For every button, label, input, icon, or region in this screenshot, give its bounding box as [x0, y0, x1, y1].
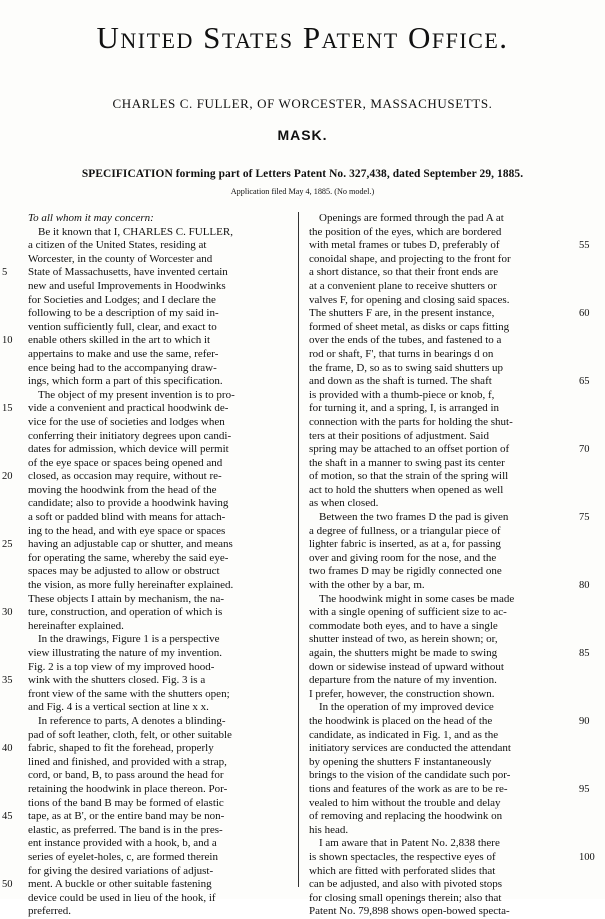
text-line: The shutters F are, in the present instance,	[309, 307, 495, 320]
text-line: hereinafter explained.	[28, 619, 124, 632]
text-line: Patent No. 79,898 shows open-bowed specta-	[309, 905, 510, 918]
text-line: initiatory services are conducted the attendant	[309, 742, 511, 755]
text-line: Be it known that I, CHARLES C. FULLER,	[38, 225, 233, 238]
text-line: of motion, so that the strain of the spring will	[309, 470, 509, 483]
text-line: ment. A buckle or other suitable fastening	[28, 878, 212, 891]
text-line: ent instance provided with a hook, b, and a	[28, 837, 217, 850]
text-line: Openings are formed through the pad A at	[319, 212, 504, 224]
text-line: cord, or band, B, to pass around the head for	[28, 769, 224, 782]
text-line: I am aware that in Patent No. 2,838 there	[319, 837, 500, 850]
text-line: connection with the parts for holding the shut-	[309, 415, 513, 428]
text-line: candidate, as indicated in Fig. 1, and as the	[309, 728, 499, 741]
text-line: of the eye space or spaces being opened and	[28, 456, 223, 469]
text-line: In the operation of my improved device	[319, 701, 494, 714]
line-number: 15	[2, 403, 13, 415]
text-line: with a single opening of sufficient size to ac-	[309, 606, 507, 619]
text-line: ence being had to the accompanying draw-	[28, 361, 217, 374]
text-line: The hoodwink might in some cases be made	[319, 592, 515, 605]
text-line: wink with the shutters closed. Fig. 3 is a	[28, 674, 206, 687]
text-line: fabric, shaped to fit the forehead, properly	[28, 742, 214, 755]
text-line: vealed to him without the trouble and delay	[309, 796, 501, 809]
line-number: 100	[579, 852, 595, 864]
text-line: for closing small openings therein; also that	[309, 891, 502, 904]
text-line: device could be used in lieu of the hook, if	[28, 891, 216, 904]
text-line: tions of the band B may be formed of elastic	[28, 796, 224, 809]
text-line: retaining the hoodwink in place thereon. Por-	[28, 782, 228, 795]
text-line: of removing and replacing the hoodwink on	[309, 810, 503, 823]
salutation: To all whom it may concern:	[28, 212, 154, 224]
text-line: with metal frames or tubes D, preferably of	[309, 239, 500, 252]
text-line: State of Massachusetts, have invented certain	[28, 266, 228, 279]
line-number: 85	[579, 648, 590, 660]
text-line: spaces may be adjusted to allow or obstruct	[28, 565, 220, 578]
text-line: vice for the use of societies and lodges when	[28, 415, 225, 428]
text-line: ters at their positions of adjustment. Said	[309, 429, 489, 442]
line-number: 5	[2, 267, 8, 279]
text-line: Worcester, in the county of Worcester and	[28, 252, 213, 265]
line-number: 80	[579, 580, 590, 592]
text-line: as when closed.	[309, 497, 379, 510]
text-line: a soft or padded blind with means for attach-	[28, 511, 226, 524]
line-number: 45	[2, 811, 13, 823]
line-number: 20	[2, 471, 13, 483]
text-line: In the drawings, Figure 1 is a perspective	[38, 633, 220, 646]
inventor-line: CHARLES C. FULLER, OF WORCESTER, MASSACHUSETTS.	[112, 96, 493, 111]
text-line: and Fig. 4 is a vertical section at line x x.	[28, 701, 209, 714]
text-line: and down as the shaft is turned. The shaft	[309, 375, 492, 388]
text-line: following to be a description of my said in-	[28, 307, 219, 320]
line-number: 40	[2, 743, 13, 755]
text-line: is shown spectacles, the respective eyes of	[309, 850, 496, 863]
text-line: with the other by a bar, m.	[309, 579, 425, 592]
text-line: spring may be attached to an offset portion of	[309, 443, 510, 456]
line-number: 50	[2, 879, 13, 891]
text-line: the frame, D, so as to swing said shutters up	[309, 361, 503, 374]
line-number: 75	[579, 512, 590, 524]
text-line: closed, as occasion may require, without re-	[28, 470, 222, 483]
text-line: the shaft in a manner to swing past its center	[309, 456, 505, 469]
text-line: a degree of fullness, or a triangular piece of	[309, 524, 501, 537]
specification-text: forming part of Letters Patent No. 327,438, dated September 29, 1885.	[172, 168, 524, 180]
text-line: Fig. 2 is a top view of my improved hood-	[28, 660, 215, 673]
text-line: Between the two frames D the pad is given	[319, 511, 509, 524]
text-line: vention sufficiently full, clear, and exact to	[28, 320, 217, 333]
specification-label: SPECIFICATION	[81, 168, 173, 180]
line-number: 90	[579, 716, 590, 728]
text-line: ture, construction, and operation of which is	[28, 606, 223, 619]
text-line: down or sidewise instead of upward without	[309, 660, 504, 673]
text-line: departure from the nature of my invention.	[309, 674, 497, 687]
text-line: elastic, as preferred. The band is in the pres-	[28, 823, 223, 836]
right-text-column	[309, 212, 574, 919]
text-line: for giving the desired variations of adjust-	[28, 864, 214, 877]
text-line: at a convenient plane to receive shutters or	[309, 279, 497, 292]
text-line: view illustrating the nature of my invention.	[28, 647, 222, 659]
text-line: rod or shaft, F', that turns in bearings d on	[309, 347, 494, 360]
text-line: shutter instead of two, as herein shown; or,	[309, 633, 498, 646]
line-number: 10	[2, 335, 13, 347]
text-line: for Societies and Lodges; and I declare the	[28, 293, 216, 306]
text-line: brings to the vision of the candidate such por-	[309, 769, 511, 782]
line-number: 25	[2, 539, 13, 551]
text-line: tions and features of the work as are to be re-	[309, 782, 508, 795]
text-line: the hoodwink is placed on the head of the	[309, 714, 493, 727]
text-line: series of eyelet-holes, c, are formed therein	[28, 850, 218, 863]
text-line: can be adjusted, and also with pivoted stops	[309, 878, 503, 891]
text-line: pad of soft leather, cloth, felt, or other suitable	[28, 728, 232, 741]
line-number: 30	[2, 607, 13, 619]
text-line: formed of sheet metal, as disks or caps fitting	[309, 320, 510, 333]
text-line: act to hold the shutters when opened as well	[309, 483, 504, 496]
text-line: new and useful Improvements in Hoodwinks	[28, 279, 226, 292]
text-line: lined and finished, and provided with a strap,	[28, 755, 227, 768]
text-line: a short distance, so that their front ends are	[309, 266, 499, 279]
text-line: front view of the same with the shutters open;	[28, 687, 230, 700]
line-number: 95	[579, 784, 590, 796]
line-number: 65	[579, 376, 590, 388]
line-number: 55	[579, 240, 590, 252]
line-number: 70	[579, 444, 590, 456]
text-line: ings, which form a part of this specification.	[28, 375, 223, 388]
left-text-column	[28, 212, 293, 919]
application-filed-line: Application filed May 4, 1885. (No model.)	[230, 187, 375, 196]
text-line: a citizen of the United States, residing at	[28, 239, 207, 252]
text-line: vide a convenient and practical hoodwink de-	[28, 402, 229, 415]
text-line: over the ends of the tubes, and fastened to a	[309, 334, 502, 347]
column-divider	[298, 212, 299, 887]
text-line: dates for admission, which device will permit	[28, 443, 229, 456]
text-line: In reference to parts, A denotes a blinding-	[38, 714, 226, 727]
text-line: These objects I attain by mechanism, the na-	[28, 592, 225, 605]
text-line: I prefer, however, the construction shown.	[309, 687, 495, 700]
text-line: moving the hoodwink from the head of the	[28, 483, 217, 496]
text-line: again, the shutters might be made to swing	[309, 647, 498, 659]
text-line: preferred.	[28, 905, 72, 918]
text-line: appertains to make and use the same, refer-	[28, 347, 219, 360]
text-line: by opening the shutters F instantaneously	[309, 755, 492, 768]
text-line: two frames D may be rigidly connected one	[309, 565, 502, 578]
text-line: tape, as at B', or the entire band may be non-	[28, 810, 225, 823]
text-line: ing to the head, and with eye space or spaces	[28, 524, 226, 537]
text-line: over and giving room for the nose, and the	[309, 551, 497, 564]
text-line: valves F, for opening and closing said spaces.	[309, 293, 510, 306]
text-line: The object of my present invention is to pro-	[38, 388, 235, 401]
text-line: enable others skilled in the art to which it	[28, 334, 211, 347]
text-line: conoidal shape, and projecting to the front for	[309, 252, 511, 265]
text-line: commodate both eyes, and to have a single	[309, 619, 498, 632]
text-line: his head.	[309, 823, 349, 836]
invention-title: MASK.	[277, 127, 328, 143]
text-line: having an adjustable cap or shutter, and means	[28, 538, 233, 551]
text-line: is provided with a thumb-piece or knob, f,	[309, 388, 495, 401]
text-line: lighter fabric is inserted, as at a, for passing	[309, 538, 501, 551]
line-number: 35	[2, 675, 13, 687]
text-line: the vision, as more fully hereinafter explained.	[28, 579, 234, 592]
office-title: United States Patent Office.	[96, 20, 509, 55]
text-line: for turning it, and a spring, I, is arranged in	[309, 402, 500, 415]
text-line: conferring their initiatory degrees upon candi-	[28, 429, 232, 442]
specification-line	[0, 168, 605, 180]
text-line: which are fitted with perforated slides that	[309, 864, 496, 877]
text-line: for operating the same, whereby the said eye-	[28, 551, 229, 564]
text-line: candidate; also to provide a hoodwink having	[28, 497, 229, 510]
text-line: the position of the eyes, which are bordered	[309, 225, 502, 238]
line-number: 60	[579, 308, 590, 320]
